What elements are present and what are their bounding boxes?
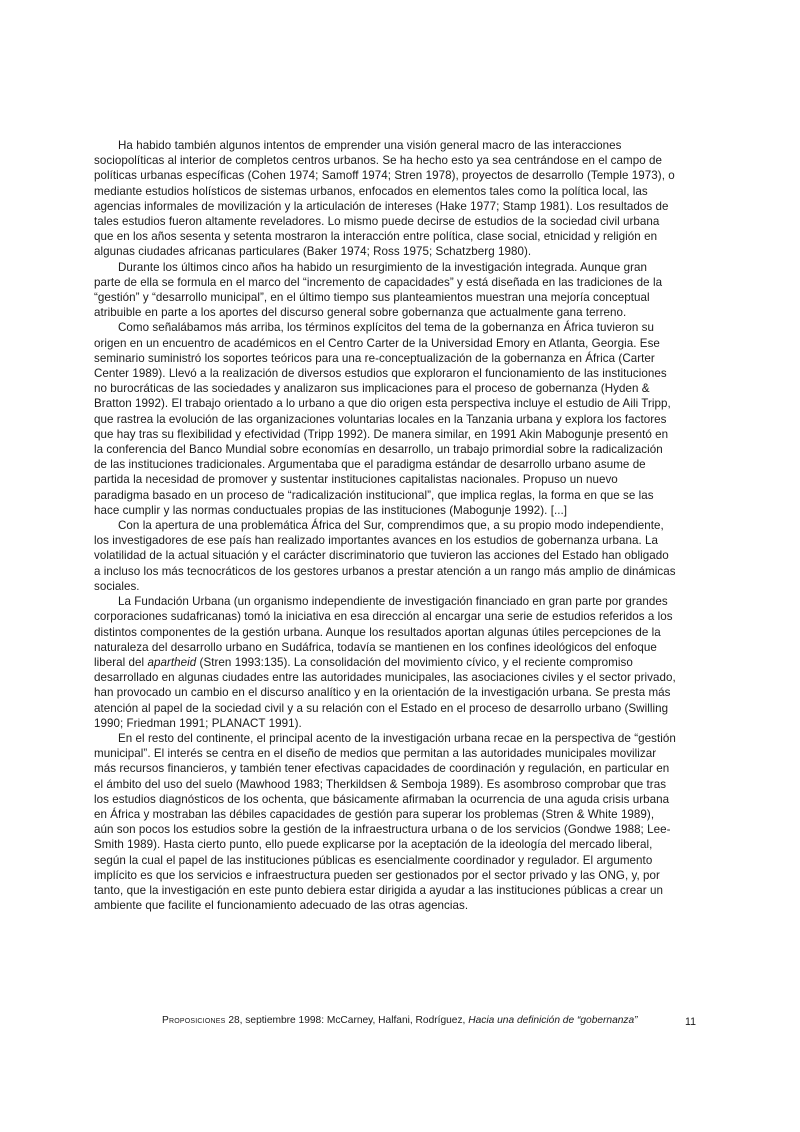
body-text xyxy=(94,138,676,913)
paragraph-3: Como señalábamos más arriba, los términos explícitos del tema de la gobernanza en África tuvieron su origen en un encuentro de académicos en el Centro Carter de la Universidad Emory en Atlanta, Georgia. Ese seminario suministró los soportes teóricos para una re-conceptualización de la gobernanza en África (Carter Center 1989). Llevó a la realización de diversos estudios que exploraron el funcionamiento de las instituciones no burocráticas de las sociedades y analizaron sus implicaciones para el proceso de gobernanza (Hyden & Bratton 1992). El trabajo orientado a lo urbano a que dio origen esta perspectiva incluye el estudio de Aili Tripp, que rastrea la evolución de las organizaciones voluntarias locales en la Tanzania urbana y explora los factores que hay tras su flexibilidad y efectividad (Tripp 1992). De manera similar, en 1991 Akin Mabogunje presentó en la conferencia del Banco Mundial sobre economías en desarrollo, un trabajo primordial sobre la radicalización de las instituciones tradicionales. Argumentaba que el paradigma estándar de desarrollo urbano asume de partida la necesidad de promover y sustentar instituciones capitalistas nacionales. Propuso un nuevo paradigma basado en un proceso de “radicalización institucional”, que implica reglas, la forma en que se las hace cumplir y las normas conductuales propias de las instituciones (Mabogunje 1992). [...] xyxy=(94,321,671,517)
paragraph-4: Con la apertura de una problemática África del Sur, comprendimos que, a su propio modo independiente, los investigadores de ese país han realizado importantes avances en los estudios de gobernanza urbana. La volatilidad de la actual situación y el carácter discriminatorio que tuvieron las acciones del Estado han obligado a incluso los más tecnocráticos de los gestores urbanos a prestar atención a un rango más amplio de dinámicas sociales. xyxy=(94,519,676,593)
paragraph-1: Ha habido también algunos intentos de emprender una visión general macro de las interacciones sociopolíticas al interior de completos centros urbanos. Se ha hecho esto ya sea centrándose en el campo de políticas urbanas específicas (Cohen 1974; Samoff 1974; Stren 1978), proyectos de desarrollo (Temple 1973), o mediante estudios holísticos de sistemas urbanos, enfocados en elementos tales como la política local, las agencias informales de movilización y la articulación de intereses (Hake 1977; Stamp 1981). Los resultados de tales estudios fueron altamente reveladores. Lo mismo puede decirse de estudios de la sociedad civil urbana que en los años sesenta y setenta mostraron la interacción entre política, clase social, etnicidad y religión en algunas ciudades africanas particulares (Baker 1974; Ross 1975; Schatzberg 1980). xyxy=(94,139,675,259)
paragraph-6: En el resto del continente, el principal acento de la investigación urbana recae en la perspectiva de “gestión municipal”. El interés se centra en el diseño de medios que permitan a las autoridades municipales movilizar más recursos financieros, y también tener efectivas capacidades de coordinación y regulación, en particular en el ámbito del uso del suelo (Mawhood 1983; Therkildsen & Semboja 1989). Es asombroso comprobar que tras los estudios diagnósticos de los ochenta, que básicamente afirmaban la ocurrencia de una aguda crisis urbana en África y mostraban las débiles capacidades de gestión para superar los problemas (Stren & White 1989), aún son pocos los estudios sobre la gestión de la infraestructura urbana o de los servicios (Gondwe 1988; Lee-Smith 1989). Hasta cierto punto, ello puede explicarse por la aceptación de la ideología del mercado liberal, según la cual el papel de las instituciones públicas es esencialmente coordinador y regulador. El argumento implícito es que los servicios e infraestructura pueden ser gestionados por el sector privado y las ONG, y, por tanto, que la investigación en este punto debiera estar dirigida a ayudar a las instituciones públicas a crear un ambiente que facilite el funcionamiento adecuado de las otras agencias. xyxy=(94,731,676,913)
footer-article-title: Hacia una definición de “gobernanza” xyxy=(468,1015,638,1026)
paragraph-2: Durante los últimos cinco años ha habido un resurgimiento de la investigación integrada. Aunque gran parte de ella se formula en el marco del “incremento de capacidades” y está diseñada en las tradiciones de la “gestión” y “desarrollo municipal”, en el último tiempo sus planteamientos muestran una mejoría conceptual atribuible en parte a los aportes del discurso general sobre gobernanza que actualmente gana terreno. xyxy=(94,260,663,320)
footer-journal-name: Proposiciones xyxy=(162,1015,226,1026)
paragraph-5-italic-term: apartheid xyxy=(147,655,197,669)
paragraph-5-text-before: La Fundación Urbana (un organismo independiente de investigación financiado en gran parte por grandes corporaciones sudafricanas) tomó la iniciativa en esa dirección al encargar una serie de estudios referidos a los distintos componentes de la gestión urbana. Aunque los resultados aportan algunas útiles percepciones de la naturaleza del desarrollo urbano en Sudáfrica, todavía se mantienen en los confines ideológicos del enfoque liberal del xyxy=(94,595,673,669)
paragraph-5 xyxy=(94,594,676,731)
page-number: 11 xyxy=(685,1016,696,1028)
paragraph-5-text-after: (Stren 1993:135). La consolidación del movimiento cívico, y el reciente compromiso desarrollado en algunas ciudades entre las autoridades municipales, las asociaciones civiles y el sector privado, han provocado un cambio en el discurso analítico y en la orientación de la investigación urbana. Se presta más atención al papel de la sociedad civil y a su relación con el Estado en el proceso de desarrollo urbano (Swilling 1990; Friedman 1991; PLANACT 1991). xyxy=(94,655,676,730)
footer-issue-info: 28, septiembre 1998: McCarney, Halfani, Rodríguez, xyxy=(228,1015,466,1026)
page-footer xyxy=(162,1014,702,1027)
